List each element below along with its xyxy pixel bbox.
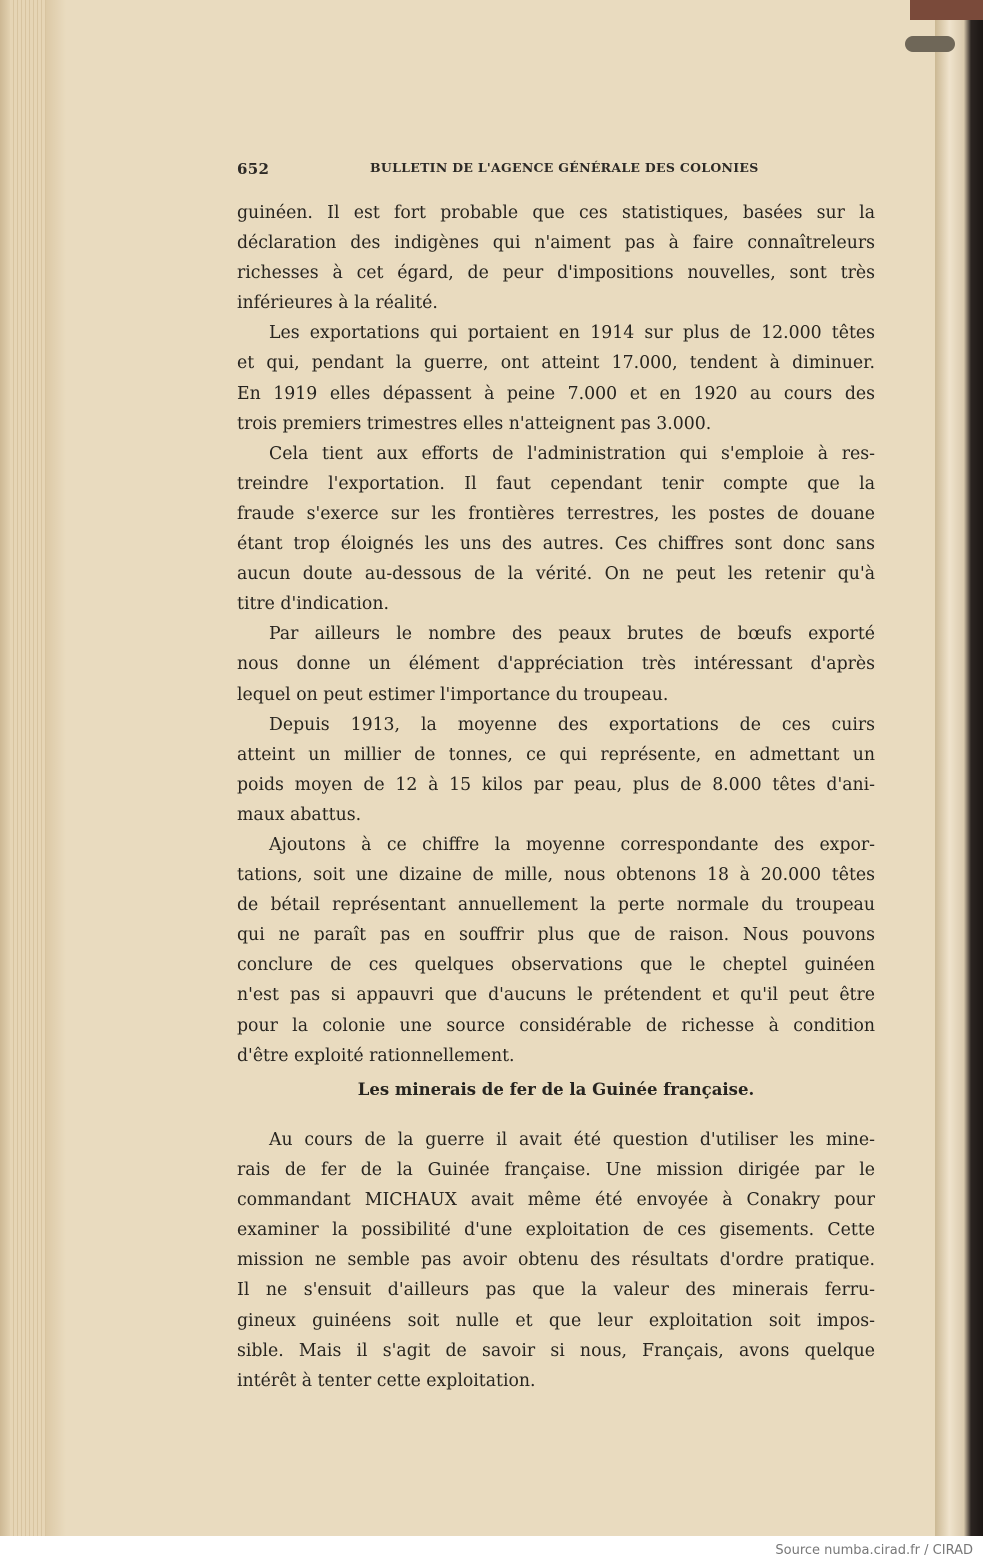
text-line: maux abattus. [237, 804, 362, 825]
text-line: étant trop éloignés les uns des autres. Ces chiffres sont donc sans [237, 534, 875, 555]
source-credit: Source numba.cirad.fr / CIRAD [775, 1543, 973, 1558]
page-number: 652 [237, 160, 270, 178]
page-edge-shadow [46, 0, 66, 1536]
text-line: titre d'indication. [237, 594, 389, 615]
text-line: tations, soit une dizaine de mille, nous obtenons 18 à 20.000 têtes [237, 865, 875, 886]
page-edge [0, 0, 10, 1536]
running-title: BULLETIN DE L'AGENCE GÉNÉRALE DES COLONIES [370, 160, 759, 175]
text-line: déclaration des indigènes qui n'aiment pas à faire connaîtreleurs [237, 233, 875, 254]
text-line: inférieures à la réalité. [237, 293, 438, 314]
section-heading: Les minerais de fer de la Guinée française. [357, 1080, 755, 1099]
body-text-top [237, 198, 875, 1071]
text-line: Ajoutons à ce chiffre la moyenne correspondante des expor- [269, 834, 875, 855]
text-line: qui ne paraît pas en souffrir plus que de raison. Nous pouvons [237, 925, 875, 946]
text-line: Depuis 1913, la moyenne des exportations de ces cuirs [269, 714, 875, 735]
text-line: nous donne un élément d'appréciation très intéressant d'après [237, 654, 875, 675]
cover-corner [910, 0, 983, 20]
text-line: fraude s'exerce sur les frontières terrestres, les postes de douane [237, 503, 875, 524]
text-line: sible. Mais il s'agit de savoir si nous, Français, avons quelque [237, 1340, 875, 1361]
text-line: mission ne semble pas avoir obtenu des résultats d'ordre pratique. [237, 1250, 875, 1271]
text-line: Au cours de la guerre il avait été question d'utiliser les mine- [269, 1130, 875, 1150]
book-binding [935, 0, 983, 1536]
text-line: Il ne s'ensuit d'ailleurs pas que la valeur des minerais ferru- [237, 1280, 875, 1301]
text-line: n'est pas si appauvri que d'aucuns le prétendent et qu'il peut être [237, 985, 875, 1006]
text-line: conclure de ces quelques observations que le cheptel guinéen [237, 955, 875, 976]
text-line: poids moyen de 12 à 15 kilos par peau, plus de 8.000 têtes d'ani- [237, 774, 875, 795]
text-line: d'être exploité rationnellement. [237, 1045, 515, 1066]
text-line: rais de fer de la Guinée française. Une mission dirigée par le [237, 1160, 875, 1181]
text-line: aucun doute au-dessous de la vérité. On ne peut les retenir qu'à [237, 564, 875, 585]
text-line: richesses à cet égard, de peur d'impositions nouvelles, sont très [237, 263, 875, 284]
text-line: guinéen. Il est fort probable que ces statistiques, basées sur la [237, 203, 875, 223]
page-clip [905, 36, 955, 52]
text-line: lequel on peut estimer l'importance du troupeau. [237, 684, 669, 705]
text-line: En 1919 elles dépassent à peine 7.000 et en 1920 au cours des [237, 383, 875, 404]
body-text-bottom [237, 1125, 875, 1396]
text-line: treindre l'exportation. Il faut cependant tenir compte que la [237, 473, 875, 494]
text-line: et qui, pendant la guerre, ont atteint 17.000, tendent à diminuer. [237, 353, 875, 374]
page-stack-edge [10, 0, 46, 1536]
text-line: gineux guinéens soit nulle et que leur exploitation soit impos- [237, 1310, 875, 1331]
text-line: Cela tient aux efforts de l'administration qui s'emploie à res- [269, 443, 875, 464]
text-line: atteint un millier de tonnes, ce qui représente, en admettant un [237, 744, 875, 765]
text-line: Par ailleurs le nombre des peaux brutes de bœufs exporté [269, 624, 875, 645]
text-line: trois premiers trimestres elles n'atteignent pas 3.000. [237, 413, 712, 434]
text-line: pour la colonie une source considérable de richesse à condition [237, 1015, 875, 1036]
text-line: de bétail représentant annuellement la perte normale du troupeau [237, 895, 875, 916]
text-line: intérêt à tenter cette exploitation. [237, 1370, 536, 1391]
text-line: examiner la possibilité d'une exploitation de ces gisements. Cette [237, 1220, 875, 1241]
text-line: Les exportations qui portaient en 1914 sur plus de 12.000 têtes [269, 323, 875, 344]
text-line: commandant MICHAUX avait même été envoyée à Conakry pour [237, 1190, 875, 1211]
